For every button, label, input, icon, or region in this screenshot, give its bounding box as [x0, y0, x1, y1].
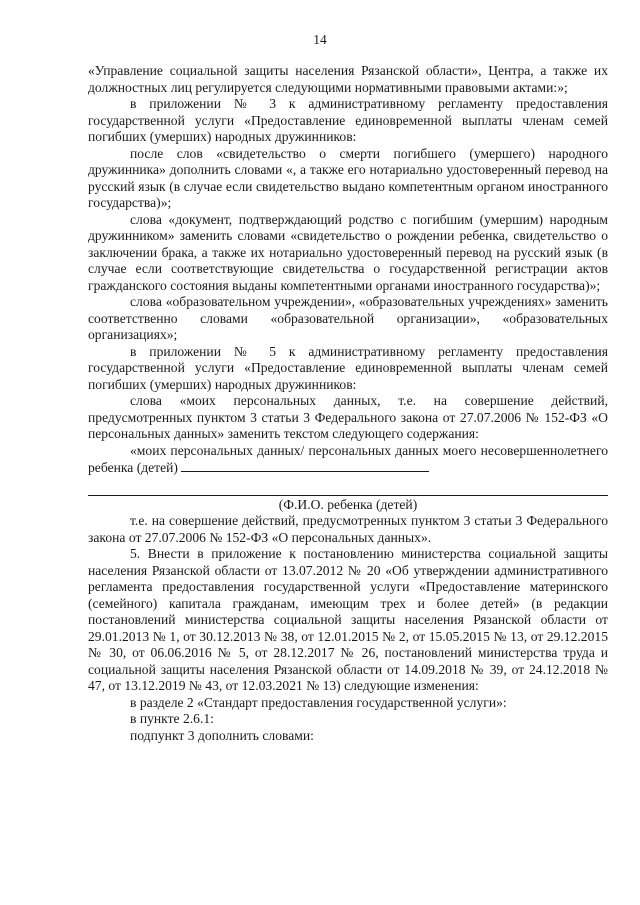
paragraph-8 [88, 443, 608, 477]
paragraph-13: подпункт 3 дополнить словами: [130, 727, 314, 743]
page-number: 14 [313, 32, 327, 47]
fill-in-caption: (Ф.И.О. ребенка (детей) [278, 496, 418, 512]
document-body [88, 63, 608, 744]
paragraph-11: в разделе 2 «Стандарт предоставления государственной услуги»: [130, 694, 507, 710]
consent-text: «моих персональных данных/ персональных данных моего несовершеннолетнего ребенка (детей) [88, 442, 608, 475]
fill-in-line [181, 459, 429, 472]
fill-in-line-full [88, 479, 608, 496]
paragraph-9: т.е. на совершение действий, предусмотренных пунктом 3 статьи 3 Федерального закона от 27.07.2006 № 152-ФЗ «О персональных данных». [88, 513, 608, 545]
paragraph-3: после слов «свидетельство о смерти погибшего (умершего) народного дружинника» дополнить словами «, а также его нотариально удостоверенный перевод на русский язык (в случае если свидетельство выдано компетентным органом иностранного государства)»; [88, 145, 608, 210]
paragraph-10: 5. Внести в приложение к постановлению министерства социальной защиты населения Рязанской области от 13.07.2012 № 20 «Об утверждении административного регламента предоставления государственной услуги «Предоставление материнского (семейного) капитала гражданам, имеющим трех и более детей» (в редакции постановлений министерства социальной защиты населения Рязанской области от 29.01.2013 № 1, от 30.12.2013 № 38, от 12.01.2015 № 2, от 15.05.2015 № 13, от 29.12.2015 № 30, от 06.06.2016 № 5, от 28.12.2017 № 26, постановлений министерства труда и социальной защиты населения Рязанской области от 14.09.2018 № 39, от 24.12.2018 № 47, от 13.12.2019 № 43, от 12.03.2021 № 13) следующие изменения: [88, 546, 608, 693]
paragraph-2: в приложении № 3 к административному регламенту предоставления государственной услуги «Предоставление единовременной выплаты членам семей погибших (умерших) народных дружинников: [88, 96, 608, 144]
paragraph-12: в пункте 2.6.1: [130, 711, 214, 726]
paragraph-7: слова «моих персональных данных, т.е. на совершение действий, предусмотренных пунктом 3 статьи 3 Федерального закона от 27.07.2006 № 152-ФЗ «О персональных данных» заменить текстом следующего содержания: [88, 393, 608, 441]
paragraph-1: «Управление социальной защиты населения Рязанской области», Центра, а также их должностных лиц регулируется следующими нормативными правовыми актами:»; [88, 63, 608, 95]
paragraph-6: в приложении № 5 к административному регламенту предоставления государственной услуги «Предоставление единовременной выплаты членам семей погибших (умерших) народных дружинников: [88, 343, 608, 392]
paragraph-4: слова «документ, подтверждающий родство с погибшим (умершим) народным дружинником» заменить словами «свидетельство о рождении ребенка, свидетельство о заключении брака, а также их нотариально удостоверенный перевод на русский язык (в случае если соответствующие свидетельства о государственной регистрации актов гражданского состояния выданы компетентными органами иностранного государства)»; [88, 211, 608, 293]
paragraph-5: слова «образовательном учреждении», «образовательных учреждениях» заменить соответственно словами «образовательной организации», «образовательных организациях»; [88, 294, 608, 342]
